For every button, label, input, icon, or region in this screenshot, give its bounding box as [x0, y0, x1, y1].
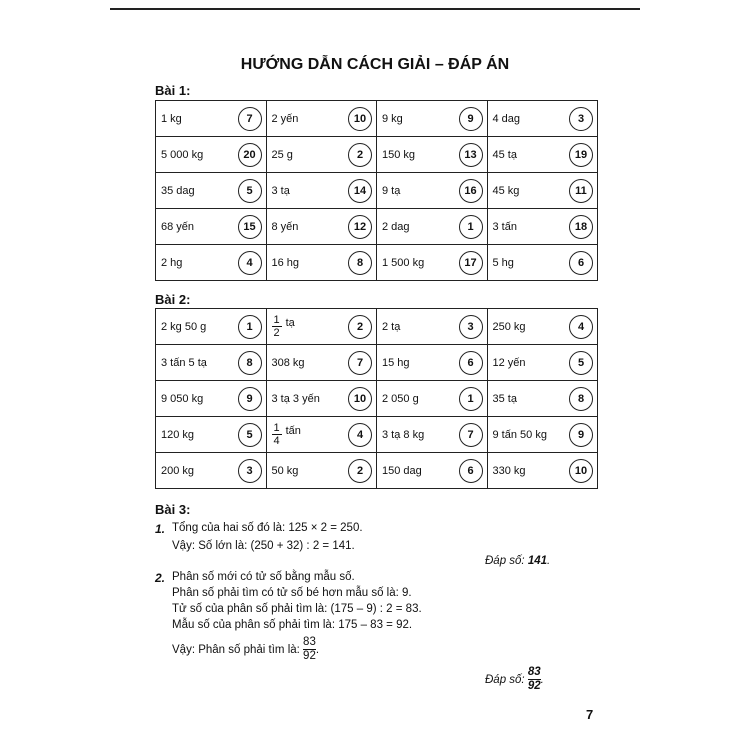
table-cell	[377, 381, 488, 417]
table-cell	[487, 209, 598, 245]
cell-quantity: 12 yến	[492, 356, 526, 369]
item-number-1: 1.	[155, 522, 166, 536]
table-cell	[377, 417, 488, 453]
cell-quantity: 2 dag	[382, 220, 410, 233]
page-title: HƯỚNG DẪN CÁCH GIẢI – ĐÁP ÁN	[240, 56, 510, 73]
cell-quantity	[272, 314, 295, 339]
answer-circle: 6	[569, 251, 593, 275]
table-cell	[377, 173, 488, 209]
table-row	[156, 209, 598, 245]
table-row	[156, 381, 598, 417]
table-cell	[487, 345, 598, 381]
table-cell	[266, 381, 377, 417]
cell-quantity: 50 kg	[271, 464, 299, 477]
cell-quantity: 3 tạ	[271, 184, 290, 197]
answer-prefix: Đáp số:	[485, 673, 528, 686]
cell-quantity: 15 hg	[382, 356, 410, 369]
table-cell	[487, 137, 598, 173]
table-cell	[377, 453, 488, 489]
cell-quantity: 9 tấn 50 kg	[492, 428, 547, 441]
table-cell	[266, 453, 377, 489]
table-cell	[156, 453, 267, 489]
answer-circle: 5	[238, 179, 262, 203]
fraction-denominator: 2	[273, 327, 280, 339]
table-cell	[487, 101, 598, 137]
cell-quantity: 150 kg	[382, 148, 416, 161]
unit-label: tấn	[285, 424, 301, 437]
fraction-denominator: 4	[273, 435, 280, 447]
answer-circle: 10	[569, 459, 593, 483]
table-cell	[487, 381, 598, 417]
answer-circle: 3	[238, 459, 262, 483]
cell-quantity: 35 dag	[161, 184, 195, 197]
answer-circle: 7	[238, 107, 262, 131]
answer-circle: 11	[569, 179, 593, 203]
cell-quantity: 8 yến	[271, 220, 299, 233]
bai3-2-line2: Phân số phải tìm có tử số bé hơn mẫu số là: 9.	[172, 587, 412, 599]
table-row	[156, 137, 598, 173]
cell-quantity: 2 hg	[161, 256, 183, 269]
answer-circle: 3	[459, 315, 483, 339]
bai3-1-line2: Vậy: Số lớn là: (250 + 32) : 2 = 141.	[172, 540, 355, 552]
cell-quantity: 35 tạ	[492, 392, 517, 405]
table-cell	[377, 345, 488, 381]
table-cell	[266, 309, 377, 345]
bai3-1-answer	[485, 555, 550, 567]
section-label-bai1: Bài 1:	[155, 83, 191, 98]
table-row	[156, 309, 598, 345]
cell-quantity: 1 500 kg	[382, 256, 425, 269]
answer-circle: 9	[459, 107, 483, 131]
section-label-bai3: Bài 3:	[155, 502, 191, 517]
table-row	[156, 245, 598, 281]
answer-value: 141	[527, 555, 548, 567]
fraction	[272, 422, 282, 447]
bai3-2-answer	[485, 666, 544, 693]
answer-circle: 12	[348, 215, 372, 239]
table-cell	[156, 173, 267, 209]
table-cell	[266, 173, 377, 209]
answer-circle: 14	[348, 179, 372, 203]
item-number-2: 2.	[155, 571, 166, 585]
table-cell	[266, 345, 377, 381]
fraction-83-92	[303, 636, 316, 663]
cell-quantity: 68 yến	[161, 220, 195, 233]
cell-quantity: 2 yến	[271, 112, 299, 125]
answer-suffix: .	[547, 555, 551, 567]
fraction	[272, 314, 282, 339]
cell-quantity: 2 tạ	[382, 320, 401, 333]
table-cell	[266, 209, 377, 245]
cell-quantity: 5 000 kg	[161, 148, 204, 161]
cell-quantity: 250 kg	[492, 320, 526, 333]
table-cell	[266, 137, 377, 173]
table-cell	[487, 453, 598, 489]
cell-quantity	[272, 422, 301, 447]
answer-circle: 18	[569, 215, 593, 239]
answer-circle: 1	[459, 387, 483, 411]
table-cell	[377, 209, 488, 245]
cell-quantity: 150 dag	[382, 464, 422, 477]
table-cell	[156, 345, 267, 381]
answer-circle: 20	[238, 143, 262, 167]
bai3-1-line1: Tổng của hai số đó là: 125 × 2 = 250.	[172, 522, 363, 534]
table-cell	[156, 381, 267, 417]
table-cell	[156, 137, 267, 173]
table-cell	[156, 101, 267, 137]
cell-quantity: 2 kg 50 g	[161, 320, 207, 333]
bai3-2-line5	[172, 636, 319, 663]
answer-circle: 8	[569, 387, 593, 411]
table-cell	[156, 417, 267, 453]
table-cell	[487, 417, 598, 453]
unit-label: tạ	[285, 316, 295, 329]
cell-quantity: 45 tạ	[492, 148, 517, 161]
fraction-numerator: 1	[273, 314, 280, 326]
answer-circle: 15	[238, 215, 262, 239]
top-rule	[110, 8, 640, 10]
table-cell	[377, 309, 488, 345]
cell-quantity: 3 tạ 3 yến	[271, 392, 320, 405]
fraction-numerator: 1	[273, 422, 280, 434]
bai2-table	[155, 308, 598, 489]
table-row	[156, 417, 598, 453]
table-cell	[156, 245, 267, 281]
answer-circle: 10	[348, 107, 372, 131]
cell-quantity: 3 tạ 8 kg	[382, 428, 425, 441]
table-row	[156, 101, 598, 137]
answer-circle: 17	[459, 251, 483, 275]
answer-circle: 10	[348, 387, 372, 411]
table-cell	[266, 245, 377, 281]
answer-circle: 8	[238, 351, 262, 375]
bai3-2-line1: Phân số mới có tử số bằng mẫu số.	[172, 571, 355, 583]
cell-quantity: 25 g	[271, 148, 293, 161]
fraction-numerator: 83	[303, 636, 316, 648]
bai3-2-line4: Mẫu số của phân số phải tìm là: 175 – 83 = 92.	[172, 619, 413, 631]
answer-circle: 5	[569, 351, 593, 375]
answer-circle: 9	[238, 387, 262, 411]
answer-circle: 4	[238, 251, 262, 275]
cell-quantity: 200 kg	[161, 464, 195, 477]
fraction-numerator: 83	[527, 666, 541, 678]
cell-quantity: 308 kg	[271, 356, 305, 369]
answer-circle: 4	[348, 423, 372, 447]
fraction-denominator: 92	[527, 680, 541, 692]
answer-circle: 16	[459, 179, 483, 203]
bai3-2-line3: Tử số của phân số phải tìm là: (175 – 9) : 2 = 83.	[172, 603, 422, 615]
table-cell	[487, 173, 598, 209]
section-label-bai2: Bài 2:	[155, 292, 191, 307]
cell-quantity: 16 hg	[271, 256, 300, 269]
fraction-denominator: 92	[303, 650, 316, 662]
cell-quantity: 330 kg	[492, 464, 526, 477]
answer-circle: 4	[569, 315, 593, 339]
table-row	[156, 345, 598, 381]
answer-prefix: Đáp số:	[485, 555, 528, 567]
answer-circle: 2	[348, 459, 372, 483]
cell-quantity: 120 kg	[161, 428, 195, 441]
answer-circle: 9	[569, 423, 593, 447]
cell-quantity: 3 tấn	[492, 220, 517, 233]
cell-quantity: 5 hg	[492, 256, 514, 269]
line5-prefix: Vậy: Phân số phải tìm là:	[172, 643, 304, 656]
table-cell	[377, 101, 488, 137]
table-cell	[266, 101, 377, 137]
bai1-table	[155, 100, 598, 281]
answer-circle: 2	[348, 143, 372, 167]
cell-quantity: 9 tạ	[382, 184, 401, 197]
answer-circle: 7	[348, 351, 372, 375]
table-row	[156, 173, 598, 209]
cell-quantity: 9 050 kg	[161, 392, 204, 405]
table-cell	[377, 245, 488, 281]
table-row	[156, 453, 598, 489]
answer-circle: 1	[459, 215, 483, 239]
line5-suffix: .	[315, 643, 320, 656]
answer-circle: 19	[569, 143, 593, 167]
cell-quantity: 4 dag	[492, 112, 521, 125]
answer-circle: 13	[459, 143, 483, 167]
answer-circle: 3	[569, 107, 593, 131]
answer-circle: 6	[459, 459, 483, 483]
cell-quantity: 3 tấn 5 tạ	[161, 356, 207, 369]
answer-circle: 7	[459, 423, 483, 447]
table-cell	[156, 309, 267, 345]
answer-circle: 8	[348, 251, 372, 275]
answer-fraction	[528, 666, 541, 693]
answer-circle: 6	[459, 351, 483, 375]
cell-quantity: 2 050 g	[382, 392, 419, 405]
answer-suffix: .	[540, 673, 544, 686]
table-cell	[377, 137, 488, 173]
cell-quantity: 1 kg	[161, 112, 182, 125]
table-cell	[156, 209, 267, 245]
answer-circle: 2	[348, 315, 372, 339]
cell-quantity: 45 kg	[492, 184, 520, 197]
table-cell	[487, 309, 598, 345]
table-cell	[487, 245, 598, 281]
table-cell	[266, 417, 377, 453]
page-number: 7	[586, 707, 594, 722]
answer-circle: 5	[238, 423, 262, 447]
cell-quantity: 9 kg	[382, 112, 403, 125]
answer-circle: 1	[238, 315, 262, 339]
